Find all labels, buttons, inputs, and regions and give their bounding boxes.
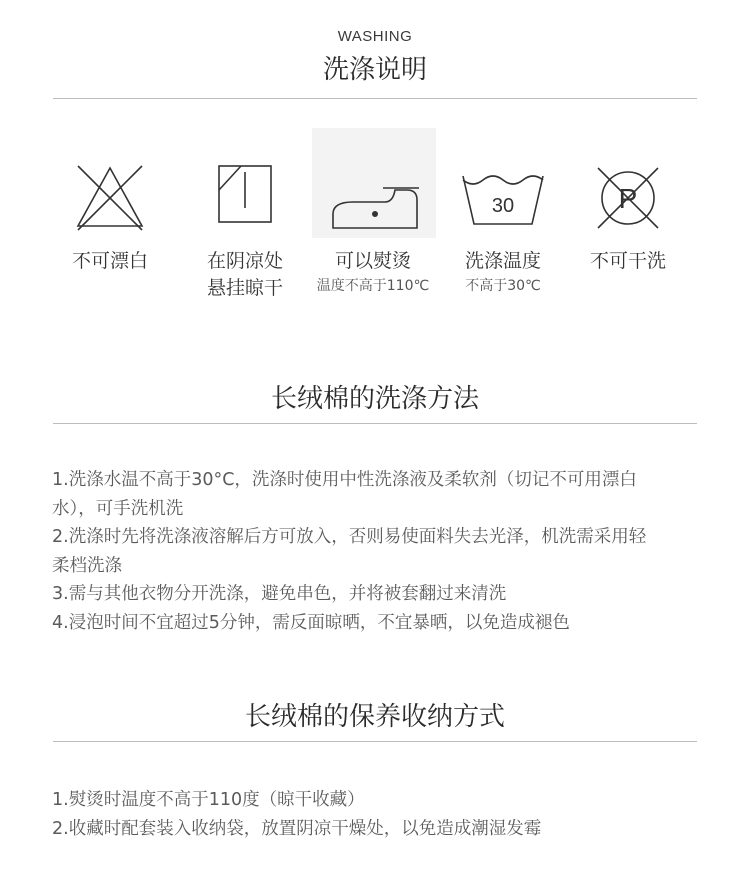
- page-title: 洗涤说明: [322, 55, 427, 85]
- care-item-no-bleach: [45, 128, 175, 275]
- hang-dry-in-shade-icon: [205, 158, 285, 238]
- text-line: 4.浸泡时间不宜超过5分钟，需反面晾晒，不宜暴晒，以免造成褪色: [52, 612, 570, 633]
- care-label-iron: 可以熨烫: [334, 250, 411, 272]
- care-label-wash-temp: 洗涤温度: [464, 250, 541, 272]
- no-bleach-icon: [70, 158, 150, 238]
- iron-icon: [323, 158, 423, 238]
- care-item-hang-dry: [180, 128, 310, 302]
- care-item-iron: [308, 128, 438, 295]
- header-subtitle: WASHING: [337, 28, 413, 45]
- dry-clean-symbol-text: P: [618, 183, 638, 214]
- text-line: 3.需与其他衣物分开洗涤，避免串色，并将被套翻过来清洗: [52, 584, 507, 604]
- section-divider-washing: [53, 423, 697, 424]
- care-item-no-dry-clean: [563, 128, 693, 275]
- care-storage-text: [52, 786, 702, 843]
- care-note-iron: 温度不高于110℃: [316, 278, 430, 294]
- page-header: [0, 28, 750, 86]
- section-title-washing-method: 长绒棉的洗涤方法: [270, 384, 479, 414]
- wash-tub-30-icon: [458, 158, 548, 238]
- text-line: 2.洗涤时先将洗涤液溶解后方可放入，否则易使面料失去光泽，机洗需采用轻: [52, 527, 647, 547]
- no-dry-clean-icon: [588, 158, 668, 238]
- text-line: 1.洗涤水温不高于30°C，洗涤时使用中性洗涤液及柔软剂（切记不可用漂白: [52, 470, 637, 490]
- care-icons-row: [40, 128, 710, 298]
- text-line: 1.熨烫时温度不高于110度（晾干收藏）: [52, 790, 365, 810]
- care-item-wash-30: [438, 128, 568, 295]
- header-divider: [53, 98, 697, 99]
- care-label-no-bleach: 不可漂白: [71, 250, 148, 272]
- section-title-care-storage: 长绒棉的保养收纳方式: [244, 702, 505, 732]
- text-line: 水），可手洗机洗: [52, 498, 184, 519]
- care-label-hang-dry: 在阴凉处 悬挂晾干: [206, 250, 283, 299]
- washing-method-text: [52, 466, 702, 637]
- care-label-no-dry-clean: 不可干洗: [589, 250, 666, 272]
- text-line: 柔档洗涤: [52, 555, 122, 576]
- text-line: 2.收藏时配套装入收纳袋，放置阴凉干燥处，以免造成潮湿发霉: [52, 818, 542, 839]
- wash-temperature-text: 30: [491, 195, 515, 217]
- care-note-wash-temp: 不高于30℃: [465, 278, 541, 294]
- section-divider-care: [53, 741, 697, 742]
